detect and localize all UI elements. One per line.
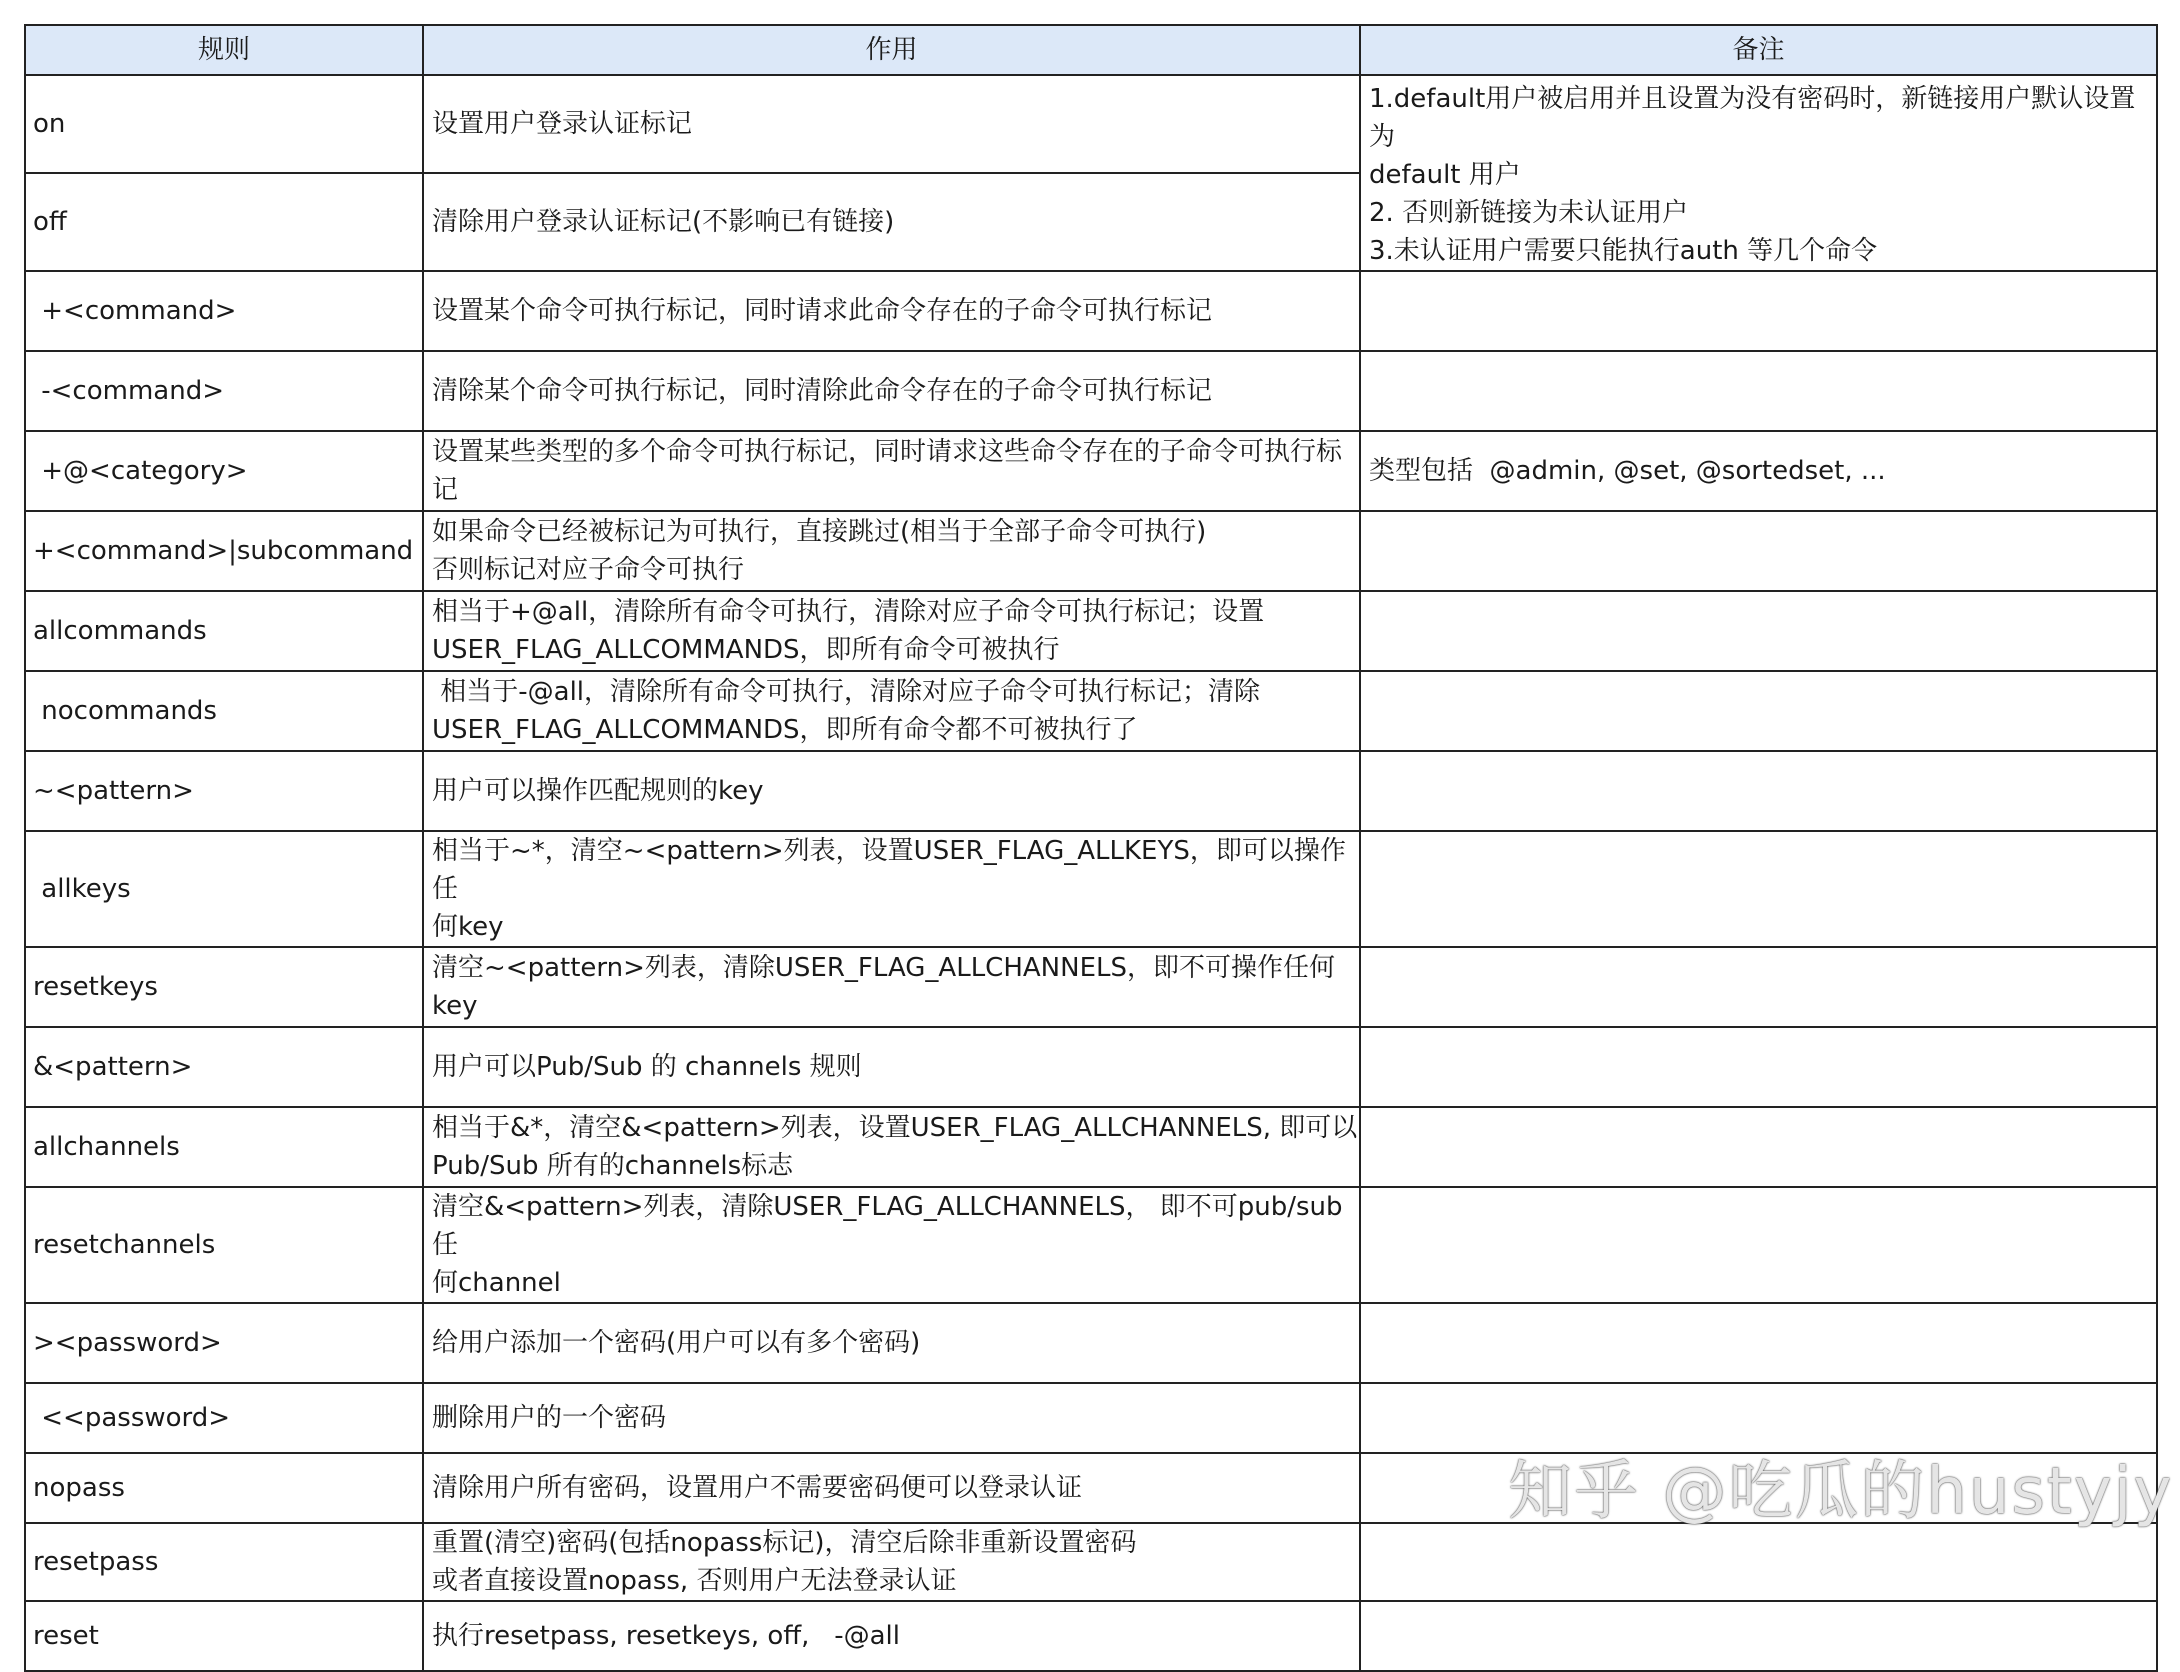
rule-cell: allchannels [25,1107,423,1187]
effect-cell: 如果命令已经被标记为可执行，直接跳过(相当于全部子命令可执行) 否则标记对应子命令可执行 [423,511,1360,591]
note-cell [1360,831,2157,947]
rule-cell: ~<pattern> [25,751,423,831]
note-cell [1360,1027,2157,1107]
effect-cell: 清除用户所有密码，设置用户不需要密码便可以登录认证 [423,1453,1360,1523]
effect-cell: 设置某个命令可执行标记，同时请求此命令存在的子命令可执行标记 [423,271,1360,351]
rule-cell: resetchannels [25,1187,423,1303]
effect-cell: 清空&<pattern>列表，清除USER_FLAG_ALLCHANNELS， 即不可pub/sub任 何channel [423,1187,1360,1303]
note-cell [1360,1303,2157,1383]
effect-cell: 设置某些类型的多个命令可执行标记，同时请求这些命令存在的子命令可执行标 记 [423,431,1360,511]
effect-cell: 执行resetpass, resetkeys, off, -@all [423,1601,1360,1671]
table-row [25,1107,2157,1187]
effect-cell: 用户可以操作匹配规则的key [423,751,1360,831]
rule-cell: off [25,173,423,271]
rule-cell: ><password> [25,1303,423,1383]
note-cell [1360,671,2157,751]
effect-cell: 清除某个命令可执行标记，同时清除此命令存在的子命令可执行标记 [423,351,1360,431]
rule-cell: reset [25,1601,423,1671]
rule-cell: +<command> [25,271,423,351]
table-row [25,1601,2157,1671]
rule-cell: nopass [25,1453,423,1523]
header-note: 备注 [1360,25,2157,75]
effect-cell: 重置(清空)密码(包括nopass标记)，清空后除非重新设置密码 或者直接设置nopass, 否则用户无法登录认证 [423,1523,1360,1601]
note-cell [1360,1187,2157,1303]
note-cell [1360,351,2157,431]
rule-cell: +<command>|subcommand [25,511,423,591]
effect-cell: 相当于~*，清空~<pattern>列表，设置USER_FLAG_ALLKEYS，即可以操作任 何key [423,831,1360,947]
rule-cell: &<pattern> [25,1027,423,1107]
note-cell [1360,271,2157,351]
table-row [25,751,2157,831]
note-cell [1360,591,2157,671]
table-row [25,511,2157,591]
rule-cell: resetpass [25,1523,423,1601]
table-row [25,591,2157,671]
note-cell [1360,751,2157,831]
rule-cell: on [25,75,423,173]
note-cell: 类型包括 @admin, @set, @sortedset, ... [1360,431,2157,511]
effect-cell: 相当于-@all，清除所有命令可执行，清除对应子命令可执行标记；清除 USER_FLAG_ALLCOMMANDS，即所有命令都不可被执行了 [423,671,1360,751]
rule-cell: allcommands [25,591,423,671]
note-cell [1360,1523,2157,1601]
effect-cell: 相当于+@all，清除所有命令可执行，清除对应子命令可执行标记；设置 USER_FLAG_ALLCOMMANDS，即所有命令可被执行 [423,591,1360,671]
effect-cell: 清除用户登录认证标记(不影响已有链接) [423,173,1360,271]
table-row [25,1523,2157,1601]
note-cell [1360,1107,2157,1187]
header-effect: 作用 [423,25,1360,75]
note-cell [1360,511,2157,591]
table-row [25,271,2157,351]
note-cell [1360,1601,2157,1671]
table-row [25,1027,2157,1107]
table-row [25,671,2157,751]
merged-note-cell: 1.default用户被启用并且设置为没有密码时，新链接用户默认设置为 default 用户 2. 否则新链接为未认证用户 3.未认证用户需要只能执行auth 等几个命令 [1360,75,2157,271]
table-row [25,351,2157,431]
effect-cell: 相当于&*，清空&<pattern>列表，设置USER_FLAG_ALLCHANNELS, 即可以 Pub/Sub 所有的channels标志 [423,1107,1360,1187]
rule-cell: -<command> [25,351,423,431]
effect-cell: 清空~<pattern>列表，清除USER_FLAG_ALLCHANNELS，即不可操作任何key [423,947,1360,1027]
rule-cell: +@<category> [25,431,423,511]
header-row [25,25,2157,75]
rule-cell: nocommands [25,671,423,751]
effect-cell: 删除用户的一个密码 [423,1383,1360,1453]
header-rule: 规则 [25,25,423,75]
table-row [25,431,2157,511]
table-row [25,947,2157,1027]
table-row [25,75,2157,173]
effect-cell: 用户可以Pub/Sub 的 channels 规则 [423,1027,1360,1107]
acl-rules-table [24,24,2158,1672]
effect-cell: 给用户添加一个密码(用户可以有多个密码) [423,1303,1360,1383]
table-row [25,1187,2157,1303]
watermark: 知乎 @吃瓜的hustyjy [1508,1455,2174,1529]
rule-cell: allkeys [25,831,423,947]
rule-cell: <<password> [25,1383,423,1453]
rule-cell: resetkeys [25,947,423,1027]
table-row [25,831,2157,947]
table-row [25,1303,2157,1383]
effect-cell: 设置用户登录认证标记 [423,75,1360,173]
note-cell [1360,947,2157,1027]
